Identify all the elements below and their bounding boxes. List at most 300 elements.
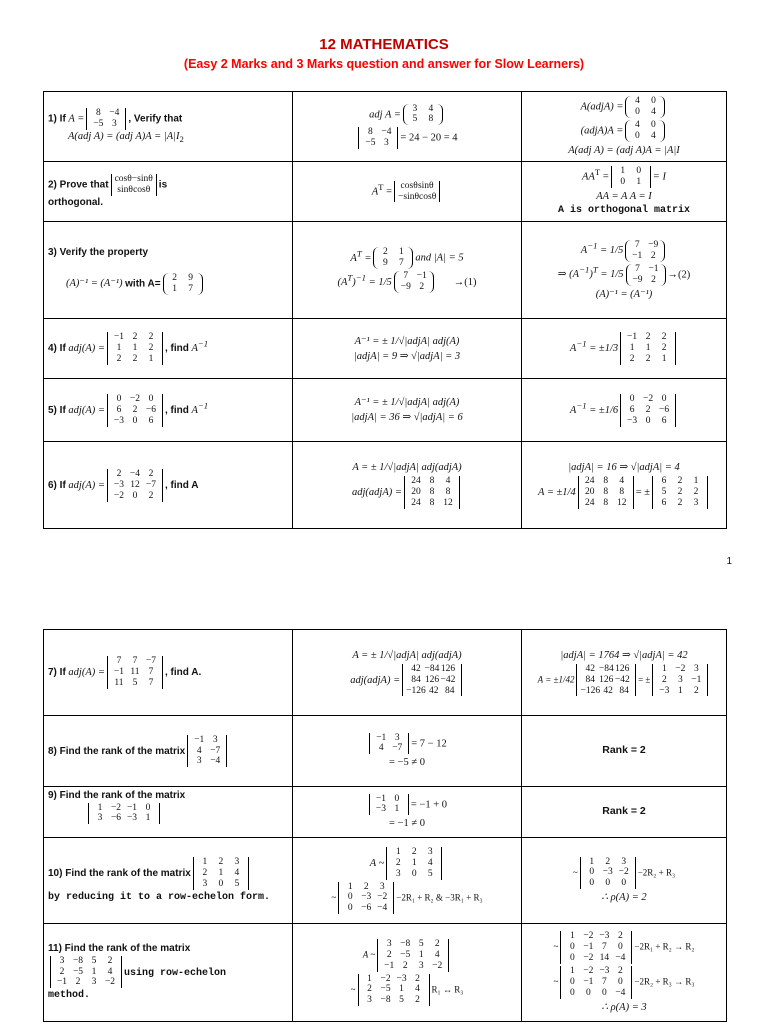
solution-cell — [293, 92, 522, 162]
matrix-entry: 2 — [411, 846, 417, 857]
step-text: = −1 + 0 — [410, 798, 448, 810]
matrix — [580, 857, 636, 890]
matrix-entry: 2 — [419, 282, 425, 293]
matrix-entry: −4 — [210, 756, 221, 767]
matrix-entry: −7 — [145, 479, 156, 490]
question-row-6 — [44, 442, 727, 529]
conclusion: A is orthogonal matrix — [557, 204, 691, 216]
matrix-row — [580, 686, 632, 697]
matrix-entry: 2 — [132, 404, 138, 415]
matrix-row — [373, 794, 405, 805]
matrix-row — [373, 804, 405, 815]
step-text: A = ± — [352, 649, 377, 661]
matrix-row — [111, 332, 159, 343]
page-number: 1 — [726, 556, 732, 567]
matrix-entry: 8 — [95, 107, 101, 118]
matrix-entry: 2 — [386, 949, 392, 960]
matrix-row — [373, 733, 405, 744]
matrix-row — [197, 879, 245, 890]
matrix-entry: 2 — [132, 354, 138, 365]
matrix-entry: −126 — [406, 685, 426, 696]
matrix-entry: 2 — [645, 354, 651, 365]
matrix-row — [92, 803, 156, 814]
question-text: , find — [164, 404, 189, 416]
matrix-entry: −7 — [392, 743, 403, 754]
matrix — [107, 332, 163, 365]
matrix-row — [564, 966, 628, 977]
matrix-entry: 7 — [148, 667, 154, 678]
matrix — [578, 476, 634, 509]
matrix-row — [564, 988, 628, 999]
matrix-row — [111, 405, 159, 416]
matrix-entry: 2 — [661, 343, 667, 354]
matrix-row — [398, 192, 436, 203]
matrix-entry: 1 — [693, 476, 699, 487]
matrix-entry: 11 — [114, 677, 124, 688]
matrix-entry: 6 — [661, 498, 667, 509]
matrix-entry: 0 — [570, 987, 575, 998]
matrix-row — [197, 868, 245, 879]
matrix-entry: 4 — [434, 949, 440, 960]
page-subtitle: (Easy 2 Marks and 3 Marks question and answer for Slow Learners) — [183, 57, 585, 71]
rank-result: ∴ ρ(A) = 3 — [601, 1001, 647, 1013]
matrix-entry: 84 — [585, 674, 596, 685]
matrix-entry: 1 — [570, 931, 575, 942]
matrix-entry: 3 — [693, 663, 699, 674]
matrix-entry: 1 — [661, 663, 667, 674]
matrix-entry: 126 — [424, 674, 440, 685]
matrix-row — [111, 343, 159, 354]
matrix-entry: 0 — [411, 868, 417, 879]
step-text: adj(adjA) — [421, 462, 462, 474]
matrix-row — [362, 138, 394, 149]
matrix-entry: 1 — [91, 966, 97, 977]
matrix-row — [381, 961, 445, 972]
matrix-entry: 2 — [202, 867, 208, 878]
matrix-entry: 1 — [367, 973, 372, 984]
question-cell: 5) If adj(A) = 0 −2 0 6 2 −6 −3 0 6 , find $A^{-1}$ — [44, 379, 293, 442]
step-text: A(adjA) = — [580, 101, 624, 113]
step-text: |adjA| = 9 ⇒ √|adjA| = 3 — [353, 350, 461, 362]
matrix — [620, 394, 676, 427]
page-title: 12 MATHEMATICS — [319, 36, 449, 53]
answer-cell: ~ 1 −2 −3 2 0 −1 7 0 0 −2 14 −4 −2R₁ + R₂ → R₂ ~ 1 −2 −3 2 0 −1 7 0 0 0 0 −4 −2R₂ + R₃ → R₃ ∴ ρ(A) = 3 — [522, 924, 727, 1022]
matrix-entry: −4 — [381, 127, 392, 138]
matrix-entry: 7 — [188, 283, 193, 294]
matrix-entry: 42 — [585, 663, 596, 674]
matrix-entry: 3 — [418, 960, 424, 971]
matrix-entry: −4 — [615, 987, 626, 998]
matrix-entry: −1 — [56, 977, 68, 988]
matrix-entry: 1 — [218, 867, 224, 878]
matrix-entry: 3 — [384, 138, 389, 149]
question-text: with A= — [125, 278, 161, 289]
matrix — [358, 127, 398, 149]
matrix-row — [362, 974, 426, 985]
matrix-entry: 5 — [661, 487, 667, 498]
matrix-entry: 3 — [196, 756, 202, 767]
row-operation: −2R₂ + R₃ — [637, 867, 676, 877]
matrix-entry: −1 — [113, 667, 124, 678]
matrix — [163, 273, 203, 295]
matrix-entry: 0 — [651, 96, 656, 106]
matrix-entry: 4 — [234, 867, 240, 878]
matrix-row — [381, 939, 445, 950]
matrix-row — [54, 967, 118, 978]
matrix-entry: 14 — [599, 953, 610, 964]
matrix-entry: sinθ — [417, 180, 434, 191]
matrix-row — [580, 675, 632, 686]
step-text: and |A| = 5 — [415, 252, 464, 264]
statement: (A)⁻¹ = (A⁻¹) — [66, 278, 123, 289]
matrix-row — [111, 394, 159, 405]
matrix-entry: 0 — [347, 903, 353, 914]
matrix-entry: 7 — [132, 656, 138, 667]
matrix-entry: 8 — [429, 498, 435, 509]
matrix-entry: −2 — [583, 931, 594, 942]
question-cell: 6) If adj(A) = 2 −4 2 −3 12 −7 −2 0 2 , find A — [44, 442, 293, 529]
matrix-entry: 12 — [130, 479, 140, 490]
matrix-row — [191, 735, 223, 746]
matrix-entry: 12 — [616, 498, 627, 509]
matrix-entry: −2 — [643, 393, 654, 404]
matrix-entry: 126 — [615, 663, 630, 674]
matrix-entry: −3 — [602, 867, 613, 878]
matrix-entry: 24 — [584, 498, 595, 509]
matrix-row — [191, 756, 223, 767]
matrix-entry: 0 — [394, 793, 400, 804]
step-text: adj(adjA) = — [350, 674, 401, 686]
question-text: orthogonal. — [48, 196, 103, 208]
matrix-entry: 1 — [116, 343, 122, 354]
matrix-entry: −2 — [675, 663, 686, 674]
matrix — [611, 166, 651, 188]
matrix-row — [564, 942, 628, 953]
matrix-row — [111, 469, 159, 480]
matrix-row — [624, 332, 672, 343]
matrix — [394, 181, 440, 203]
matrix-row — [111, 656, 159, 667]
matrix-entry: −9 — [632, 274, 643, 285]
matrix-entry: 24 — [411, 498, 421, 509]
matrix-entry: 1 — [411, 857, 417, 868]
matrix-entry: 20 — [411, 487, 421, 498]
matrix-row — [656, 686, 704, 697]
matrix-entry: 7 — [399, 258, 404, 269]
question-text: is — [158, 179, 168, 191]
question-text: using row-echelon — [124, 967, 227, 979]
matrix-entry: 6 — [629, 404, 635, 415]
matrix-row — [630, 264, 662, 275]
matrix-row — [406, 664, 458, 675]
matrix-row — [111, 480, 159, 491]
question-cell — [44, 222, 293, 319]
matrix-entry: 0 — [661, 393, 667, 404]
matrix-entry: 1 — [97, 802, 103, 813]
step-text: A — [371, 185, 379, 197]
matrix-entry: −1 — [113, 332, 124, 343]
matrix-entry: 7 — [602, 942, 607, 953]
question-cell: 7) If adj(A) = 7 7 −7 −1 11 7 11 5 7 , find A. — [44, 630, 293, 716]
matrix-row — [629, 120, 661, 131]
matrix-entry: 1 — [636, 176, 642, 187]
step-text: = I — [652, 171, 666, 183]
matrix — [50, 956, 122, 989]
matrix-entry: 84 — [619, 685, 629, 696]
solution-cell: A ~ 1 2 3 2 1 4 3 0 5 ~ 1 2 3 0 −3 −2 0 −6 −4 −2R₁ + R₂ & −3R₁ + R₃ — [293, 838, 522, 924]
question-row-3 — [44, 222, 727, 319]
question-label: 9) Find the rank of the matrix — [48, 790, 186, 801]
step-text: |adjA| = 16 ⇒ √|adjA| = 4 — [568, 462, 680, 474]
matrix-row — [624, 343, 672, 354]
matrix-entry: −2 — [432, 960, 443, 971]
matrix-row — [615, 166, 647, 177]
matrix-row — [656, 476, 704, 487]
matrix-entry: 7 — [148, 677, 154, 688]
step-text: AA = A A = I — [596, 190, 652, 202]
matrix-entry: −3 — [375, 804, 386, 815]
matrix-row — [624, 354, 672, 365]
conclusion: (A)⁻¹ = (A⁻¹) — [595, 288, 653, 300]
matrix-entry: 0 — [602, 987, 607, 998]
matrix — [386, 847, 442, 880]
matrix-entry: 4 — [651, 130, 656, 141]
matrix-entry: 4 — [619, 476, 625, 487]
matrix-entry: 3 — [386, 938, 392, 949]
matrix-entry: 1 — [589, 856, 595, 867]
matrix-entry: −5 — [400, 949, 411, 960]
matrix-entry: −1 — [632, 250, 643, 261]
matrix-entry: 1 — [399, 984, 404, 995]
matrix-row — [54, 956, 118, 967]
matrix-row — [167, 284, 199, 295]
matrix-row — [377, 258, 409, 269]
matrix-row — [92, 813, 156, 824]
solution-cell: A⁻¹ = ± 1/√|adjA| adj(A) |adjA| = 9 ⇒ √|adjA| = 3 — [293, 319, 522, 379]
matrix-row — [54, 977, 118, 988]
step-text: = 7 − 12 — [411, 737, 447, 749]
matrix-entry: −42 — [440, 674, 456, 685]
matrix-entry: 24 — [584, 476, 595, 487]
matrix-entry: 2 — [629, 354, 635, 365]
matrix-entry: 12 — [443, 498, 453, 509]
matrix-entry: 3 — [395, 868, 401, 879]
matrix-entry: 2 — [59, 966, 65, 977]
matrix-entry: 7 — [116, 656, 122, 667]
matrix-entry: 0 — [116, 393, 122, 404]
matrix-entry: 0 — [145, 802, 151, 813]
matrix — [88, 803, 160, 825]
matrix-entry: 1 — [202, 856, 208, 867]
matrix-entry: 5 — [399, 995, 404, 1006]
step-text: adj A = — [369, 108, 401, 120]
matrix-entry: −6 — [361, 903, 372, 914]
matrix-row — [656, 498, 704, 509]
matrix-entry: 5 — [418, 938, 424, 949]
matrix-entry: 1 — [172, 283, 177, 294]
denominator: 42 — [565, 674, 575, 685]
matrix-entry: 3 — [693, 498, 699, 509]
matrix-entry: sinθ — [117, 184, 133, 195]
answer-cell: $A^{-1} = \pm 1/3$ −1 2 2 1 1 2 2 2 1 — [522, 319, 727, 379]
matrix-entry: −3 — [361, 892, 372, 903]
matrix-row — [629, 131, 661, 142]
matrix-row — [111, 667, 159, 678]
matrix-row — [584, 878, 632, 889]
matrix-entry: 4 — [427, 857, 433, 868]
question-row-11 — [44, 924, 727, 1022]
matrix — [394, 271, 434, 293]
matrix-entry: 2 — [148, 468, 154, 479]
matrix-entry: 1 — [570, 965, 575, 976]
matrix-entry: 42 — [429, 685, 439, 696]
matrix-row — [629, 107, 661, 118]
step-text: (adjA)A = — [580, 125, 624, 137]
matrix-entry: 0 — [635, 130, 640, 141]
matrix-row — [629, 251, 661, 262]
denominator: 4 — [570, 487, 576, 499]
statement: A(adj A) = (adj A)A = |A|I — [68, 130, 180, 142]
matrix-entry: −3 — [659, 685, 670, 696]
matrix — [358, 974, 430, 1007]
matrix-entry: 2 — [148, 343, 154, 354]
matrix-entry: 2 — [661, 674, 667, 685]
answer-cell — [522, 787, 727, 838]
matrix-entry: 2 — [116, 468, 122, 479]
matrix-entry: 126 — [440, 663, 456, 674]
question-label: 1) If — [48, 113, 66, 125]
matrix-row — [167, 273, 199, 284]
matrix-entry: 1 — [148, 354, 154, 365]
matrix-entry: −4 — [615, 953, 626, 964]
matrix-row — [408, 487, 456, 498]
matrix-entry: 5 — [132, 677, 138, 688]
question-label: 5) If — [48, 404, 66, 416]
matrix-entry: −5 — [365, 138, 376, 149]
solution-cell: $A^T$ = 2 1 9 7 and |A| = 5 $(A^T)^{-1} = 1/5$ 7 −1 −9 2 →(1) — [293, 222, 522, 319]
matrix-entry: 1 — [347, 881, 353, 892]
matrix-row — [564, 931, 628, 942]
matrix-entry: 20 — [584, 487, 595, 498]
matrix-entry: −sinθ — [398, 191, 420, 202]
matrix-entry: 2 — [363, 881, 369, 892]
matrix-entry: 3 — [394, 732, 400, 743]
matrix-entry: −9 — [400, 282, 411, 293]
matrix-entry: −2 — [618, 867, 629, 878]
matrix-entry: 0 — [618, 976, 623, 987]
matrix-entry: 2 — [148, 490, 154, 501]
matrix — [187, 735, 227, 768]
solution-cell: A⁻¹ = ± 1/√|adjA| adj(A) |adjA| = 36 ⇒ √|adjA| = 6 — [293, 379, 522, 442]
matrix-entry: −1 — [194, 734, 205, 745]
step-text: AA — [582, 171, 595, 183]
matrix-entry: 0 — [132, 490, 138, 501]
matrix-entry: 1 — [145, 813, 151, 824]
matrix-entry: 0 — [621, 878, 627, 889]
matrix-row — [111, 354, 159, 365]
question-text: , find A. — [164, 666, 202, 678]
question-cell: 4) If adj(A) = −1 2 2 1 1 2 2 2 1 , find $A^{-1}$ — [44, 319, 293, 379]
matrix-entry: 0 — [132, 415, 138, 426]
question-text: method. — [48, 990, 91, 1002]
matrix-entry: 7 — [403, 271, 409, 282]
step-text: A(adj A) = (adj A)A = |A|I — [568, 144, 680, 156]
matrix-entry: 7 — [634, 239, 640, 250]
matrix-entry: 1 — [394, 804, 400, 815]
matrix-entry: −1 — [691, 674, 702, 685]
matrix-entry: 6 — [661, 476, 667, 487]
matrix — [560, 931, 632, 964]
matrix-row — [115, 185, 153, 196]
question-label: 11) Find the rank of the matrix — [48, 943, 191, 955]
matrix-entry: 1 — [645, 343, 651, 354]
matrix-entry: 2 — [75, 977, 81, 988]
question-label: 2) Prove that — [48, 179, 109, 191]
question-cell — [44, 838, 293, 924]
matrix-entry: −3 — [627, 415, 638, 426]
matrix-row — [398, 181, 436, 192]
matrix-entry: 2 — [172, 272, 177, 283]
matrix-row — [373, 743, 405, 754]
matrix-entry: 0 — [589, 878, 595, 889]
answer-cell — [522, 716, 727, 787]
matrix — [107, 656, 163, 689]
matrix-entry: −1 — [583, 942, 594, 953]
matrix — [107, 469, 163, 502]
matrix-entry: 2 — [618, 931, 623, 942]
matrix-entry: 0 — [570, 953, 575, 964]
matrix — [576, 664, 636, 697]
matrix — [377, 939, 449, 972]
matrix-entry: −84 — [424, 663, 440, 674]
step-text: A⁻¹ = ± — [354, 397, 388, 409]
matrix-entry: 2 — [661, 332, 667, 343]
matrix — [338, 882, 394, 915]
step-text: = −5 ≠ 0 — [389, 757, 425, 769]
matrix-entry: 8 — [429, 487, 435, 498]
matrix-entry: 84 — [445, 685, 455, 696]
matrix-entry: 5 — [234, 878, 240, 889]
matrix-row — [362, 127, 394, 138]
matrix-entry: −4 — [109, 107, 120, 118]
matrix-entry: 2 — [677, 476, 683, 487]
matrix-row — [342, 903, 390, 914]
matrix-row — [624, 416, 672, 427]
matrix-entry: 6 — [148, 415, 154, 426]
matrix-entry: −6 — [145, 404, 156, 415]
matrix-entry: 4 — [445, 476, 451, 487]
matrix-entry: 5 — [91, 955, 97, 966]
matrix-entry: 4 — [378, 743, 384, 754]
matrix-entry: −4 — [377, 903, 388, 914]
matrix-entry: −84 — [598, 663, 614, 674]
matrix-entry: 3 — [91, 977, 97, 988]
matrix-row — [630, 275, 662, 286]
matrix-entry: 4 — [651, 106, 656, 117]
matrix-row — [629, 96, 661, 107]
qa-table-2 — [43, 629, 727, 1022]
matrix-entry: 0 — [586, 987, 591, 998]
matrix-row — [115, 174, 153, 185]
matrix-row — [656, 664, 704, 675]
matrix-entry: −2 — [377, 892, 388, 903]
matrix-entry: 8 — [603, 476, 609, 487]
solution-cell: A = ± 1/√|adjA| adj(adjA) adj(adjA) = 24 8 4 20 8 8 24 8 12 — [293, 442, 522, 529]
solution-cell: A ~ 3 −8 5 2 2 −5 1 4 −1 2 3 −2 ~ 1 −2 −3 2 2 −5 1 4 3 −8 5 2 R₁ ↔ R₃ — [293, 924, 522, 1022]
question-label: 3) Verify the property — [48, 247, 149, 259]
matrix-entry: 24 — [411, 476, 421, 487]
matrix-entry: 2 — [677, 498, 683, 509]
